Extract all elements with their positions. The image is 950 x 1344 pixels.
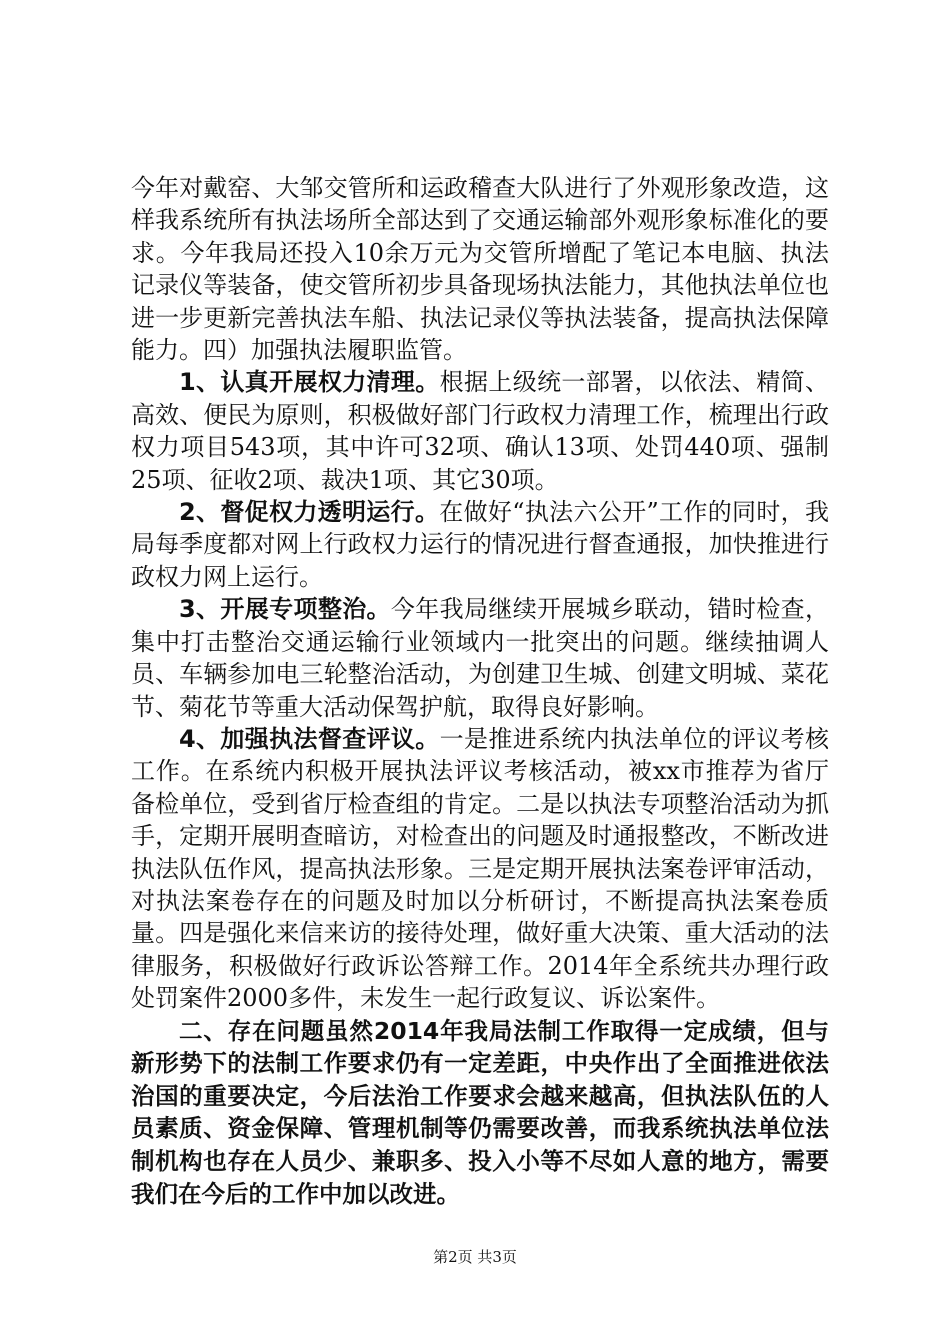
document-body <box>131 172 829 1210</box>
item-heading-4: 4、加强执法督查评议。 <box>179 724 440 753</box>
intro-paragraph: 今年对戴窑、大邹交管所和运政稽查大队进行了外观形象改造，这样我系统所有执法场所全部达到了交通运输部外观形象标准化的要求。今年我局还投入10余万元为交管所增配了笔记本电脑、执法记录仪等装备，使交管所初步具备现场执法能力，其他执法单位也进一步更新完善执法车船、执法记录仪等执法装备，提高执法保障能力。四）加强执法履职监管。 <box>131 174 829 365</box>
item-paragraph-4 <box>131 723 829 1015</box>
item-heading-2: 2、督促权力透明运行。 <box>179 498 440 527</box>
page-number-footer: 第2页 共3页 <box>433 1248 517 1266</box>
item-body-4: 一是推进系统内执法单位的评议考核工作。在系统内积极开展执法评议考核活动，被xx市推荐为省厅备检单位，受到省厅检查组的肯定。二是以执法专项整治活动为抓手，定期开展明查暗访，对检查出的问题及时通报整改，不断改进执法队伍作风，提高执法形象。三是定期开展执法案卷评审活动，对执法案卷存在的问题及时加以分析研讨，不断提高执法案卷质量。四是强化来信来访的接待处理，做好重大决策、重大活动的法律服务，积极做好行政诉讼答辩工作。2014年全系统共办理行政处罚案件2000多件，未发生一起行政复议、诉讼案件。 <box>131 724 830 1013</box>
item-heading-3: 3、开展专项整治。 <box>179 595 391 624</box>
item-paragraph-2 <box>131 496 829 593</box>
item-body-1: 根据上级统一部署，以依法、精简、高效、便民为原则，积极做好部门行政权力清理工作，梳理出行政权力项目543项，其中许可32项、确认13项、处罚440项、强制25项、征收2项、裁决1项、其它30项。 <box>131 368 830 494</box>
item-body-2: 在做好“执法六公开”工作的同时，我局每季度都对网上行政权力运行的情况进行督查通报，加快推进行政权力网上运行。 <box>131 498 829 591</box>
item-heading-1: 1、认真开展权力清理。 <box>179 368 440 397</box>
item-paragraph-3 <box>131 593 829 723</box>
section-two-paragraph: 二、存在问题虽然2014年我局法制工作取得一定成绩，但与新形势下的法制工作要求仍有一定差距，中央作出了全面推进依法治国的重要决定，今后法治工作要求会越来越高，但执法队伍的人员素质、资金保障、管理机制等仍需要改善，而我系统执法单位法制机构也存在人员少、兼职多、投入小等不尽如人意的地方，需要我们在今后的工作中加以改进。 <box>131 1016 829 1208</box>
item-body-3: 今年我局继续开展城乡联动，错时检查，集中打击整治交通运输行业领域内一批突出的问题。继续抽调人员、车辆参加电三轮整治活动，为创建卫生城、创建文明城、菜花节、菊花节等重大活动保驾护航，取得良好影响。 <box>131 595 829 721</box>
item-paragraph-1 <box>131 366 829 496</box>
